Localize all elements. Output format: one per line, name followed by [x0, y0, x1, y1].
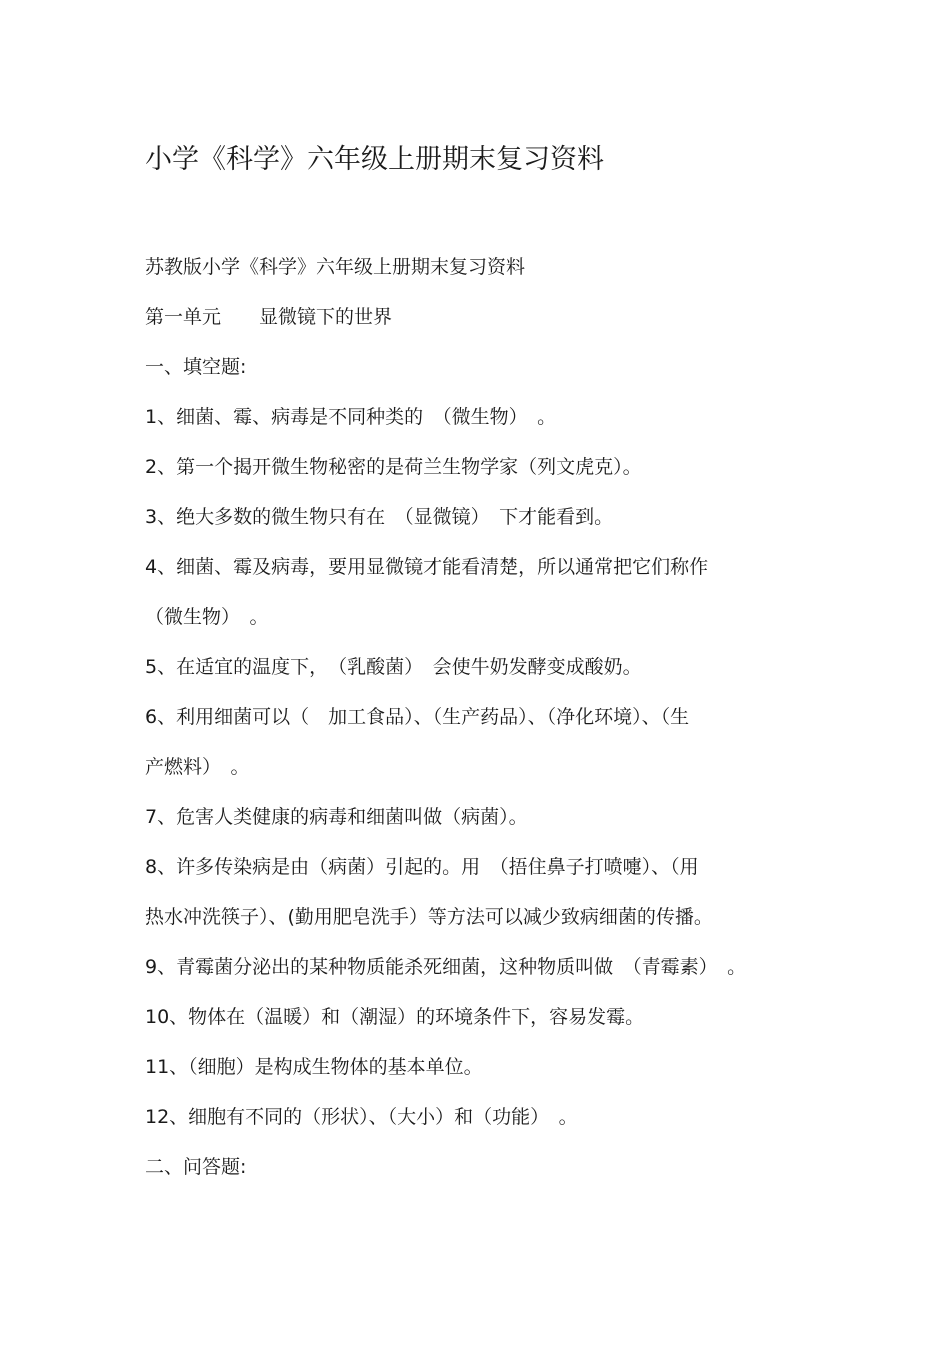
question-line: 4、细菌、霉及病毒，要用显微镜才能看清楚，所以通常把它们称作: [145, 556, 709, 578]
question-line: 6、利用细菌可以（ 加工食品）、（生产药品）、（净化环境）、（生: [145, 706, 690, 728]
question-line: 5、在适宜的温度下， （乳酸菌） 会使牛奶发酵变成酸奶。: [145, 656, 642, 678]
question-line: 9、青霉菌分泌出的某种物质能杀死细菌，这种物质叫做 （青霉素） 。: [145, 956, 747, 978]
question-line: 7、危害人类健康的病毒和细菌叫做（病菌）。: [145, 806, 528, 828]
question-line: 10、物体在（温暖）和（潮湿）的环境条件下，容易发霉。: [145, 1006, 645, 1028]
question-line: 产燃料） 。: [145, 756, 250, 778]
document-title: 小学《科学》六年级上册期末复习资料: [145, 144, 604, 175]
question-line: 12、细胞有不同的（形状）、（大小）和（功能） 。: [145, 1106, 578, 1128]
question-line: 1、细菌、霉、病毒是不同种类的 （微生物） 。: [145, 406, 557, 428]
question-line: 11、（细胞）是构成生物体的基本单位。: [145, 1056, 483, 1078]
unit-heading: 第一单元 显微镜下的世界: [145, 306, 393, 328]
section-heading-fill-blank: 一、填空题:: [145, 356, 247, 378]
question-line: （微生物） 。: [145, 606, 269, 628]
question-line: 2、第一个揭开微生物秘密的是荷兰生物学家（列文虎克）。: [145, 456, 642, 478]
question-line: 3、绝大多数的微生物只有在 （显微镜） 下才能看到。: [145, 506, 614, 528]
subtitle-line: 苏教版小学《科学》六年级上册期末复习资料: [145, 256, 526, 278]
question-line: 8、许多传染病是由（病菌）引起的。用 （捂住鼻子打喷嚏）、（用: [145, 856, 699, 878]
document-body: [145, 242, 815, 1192]
question-line: 热水冲洗筷子）、(勤用肥皂洗手）等方法可以减少致病细菌的传播。: [145, 906, 713, 928]
section-heading-qa: 二、问答题:: [145, 1156, 247, 1178]
